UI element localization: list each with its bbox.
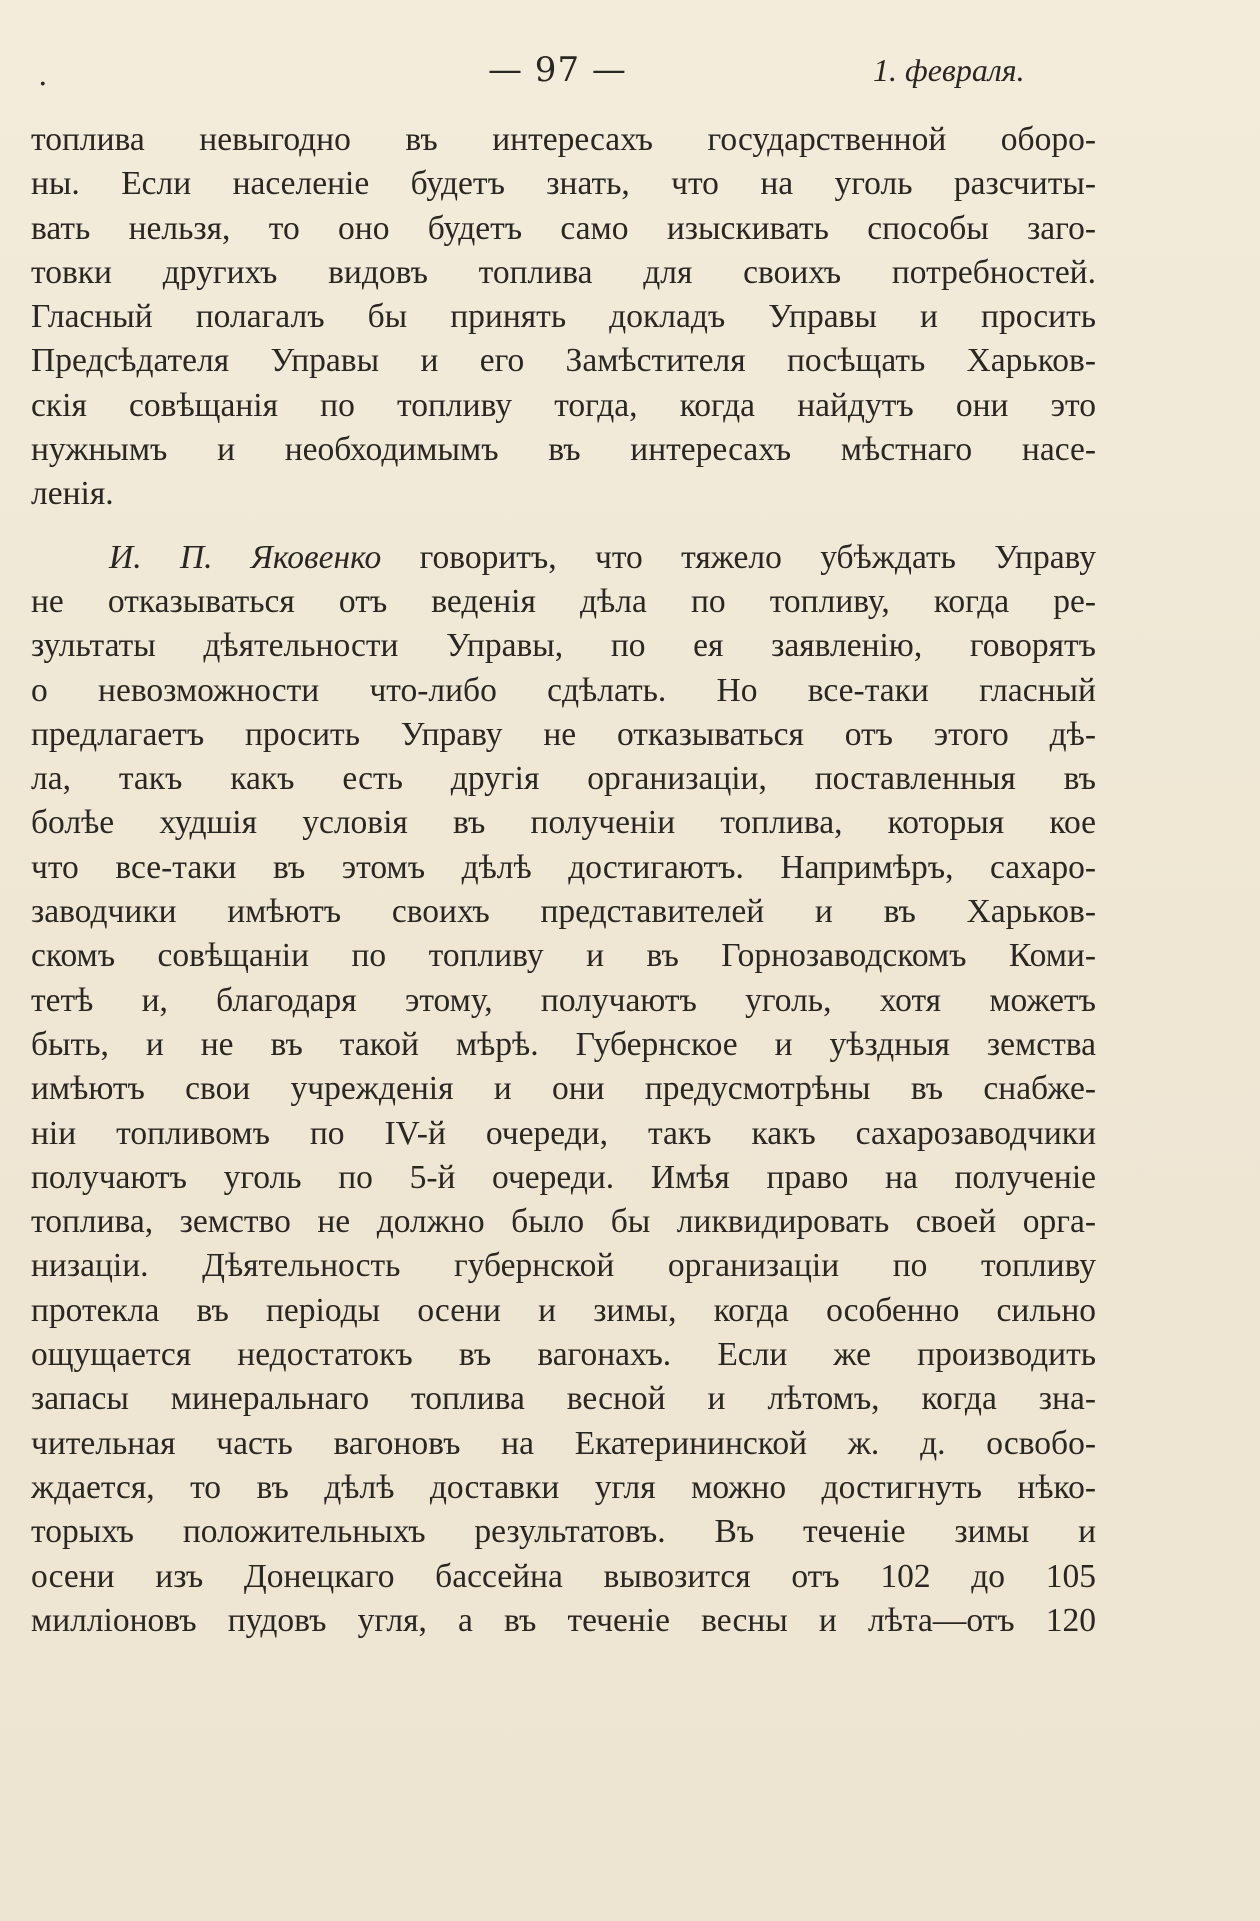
- text-line: ны. Если населеніе будетъ знать, что на уголь разсчиты-: [31, 165, 1096, 203]
- text-line-first: [31, 536, 1096, 580]
- speaker-name: И. П. Яковенко: [109, 538, 382, 576]
- text-line: получаютъ уголь по 5-й очереди. Имѣя право на полученіе: [31, 1158, 1096, 1196]
- text-line: вать нельзя, то оно будетъ само изыскивать способы заго-: [31, 209, 1096, 247]
- text-line: ла, такъ какъ есть другія организаціи, поставленныя въ: [31, 760, 1096, 798]
- text-line: зультаты дѣятельности Управы, по ея заявленію, говорятъ: [31, 627, 1096, 665]
- text-line: заводчики имѣютъ своихъ представителей и въ Харьков-: [31, 893, 1096, 931]
- text-line: осени изъ Донецкаго бассейна вывозится отъ 102 до 105: [31, 1557, 1096, 1595]
- text-line: не отказываться отъ веденія дѣла по топливу, когда ре-: [31, 582, 1096, 620]
- text-line: милліоновъ пудовъ угля, а въ теченіе весны и лѣта—отъ 120: [31, 1601, 1096, 1639]
- text-line: о невозможности что-либо сдѣлать. Но все-таки гласный: [31, 671, 1096, 709]
- text-line: болѣе худшія условія въ полученіи топлива, которыя кое: [31, 804, 1096, 842]
- text-line: протекла въ періоды осени и зимы, когда особенно сильно: [31, 1291, 1096, 1329]
- text-line: топлива, земство не должно было бы ликвидировать своей орга-: [31, 1203, 1096, 1241]
- text-line: топлива невыгодно въ интересахъ государственной оборо-: [31, 121, 1096, 158]
- page-number: — 97 —: [488, 50, 627, 90]
- text-line: тетѣ и, благодаря этому, получаютъ уголь, хотя можетъ: [31, 981, 1096, 1019]
- paragraph-1: [31, 118, 1096, 517]
- text-line: ленія.: [31, 475, 114, 513]
- text-line: предлагаетъ просить Управу не отказываться отъ этого дѣ-: [31, 715, 1096, 753]
- text-line: имѣютъ свои учрежденія и они предусмотрѣны въ снабже-: [31, 1070, 1096, 1108]
- first-line-rest: говоритъ, что тяжело убѣждать Управу: [381, 538, 1096, 576]
- page-header: [30, 40, 1090, 100]
- text-line: Гласный полагалъ бы принять докладъ Управы и просить: [31, 298, 1096, 336]
- paragraph-2: [31, 536, 1096, 1643]
- text-line: товки другихъ видовъ топлива для своихъ потребностей.: [31, 253, 1096, 291]
- text-line: низаціи. Дѣятельность губернской организаціи по топливу: [31, 1247, 1096, 1285]
- text-line: Предсѣдателя Управы и его Замѣстителя посѣщать Харьков-: [31, 342, 1096, 380]
- text-line: ніи топливомъ по IV-й очереди, такъ какъ сахарозаводчики: [31, 1114, 1096, 1152]
- text-line: быть, и не въ такой мѣрѣ. Губернское и уѣздныя земства: [31, 1025, 1096, 1063]
- text-line: скомъ совѣщаніи по топливу и въ Горнозаводскомъ Коми-: [31, 937, 1096, 975]
- text-line: чительная часть вагоновъ на Екатерининской ж. д. освобо-: [31, 1424, 1096, 1462]
- body-text: [31, 118, 1096, 1643]
- text-line: запасы минеральнаго топлива весной и лѣтомъ, когда зна-: [31, 1380, 1096, 1418]
- text-line: нужнымъ и необходимымъ въ интересахъ мѣстнаго насе-: [31, 431, 1096, 469]
- text-line: ждается, то въ дѣлѣ доставки угля можно достигнуть нѣко-: [31, 1468, 1096, 1506]
- text-line: скія совѣщанія по топливу тогда, когда найдутъ они это: [31, 386, 1096, 424]
- text-line: что все-таки въ этомъ дѣлѣ достигаютъ. Напримѣръ, сахаро-: [31, 848, 1096, 886]
- header-left-mark: .: [38, 58, 48, 93]
- text-line: торыхъ положительныхъ результатовъ. Въ теченіе зимы и: [31, 1513, 1096, 1551]
- header-date: 1. февраля.: [873, 52, 1025, 88]
- text-line: ощущается недостатокъ въ вагонахъ. Если же производить: [31, 1336, 1096, 1374]
